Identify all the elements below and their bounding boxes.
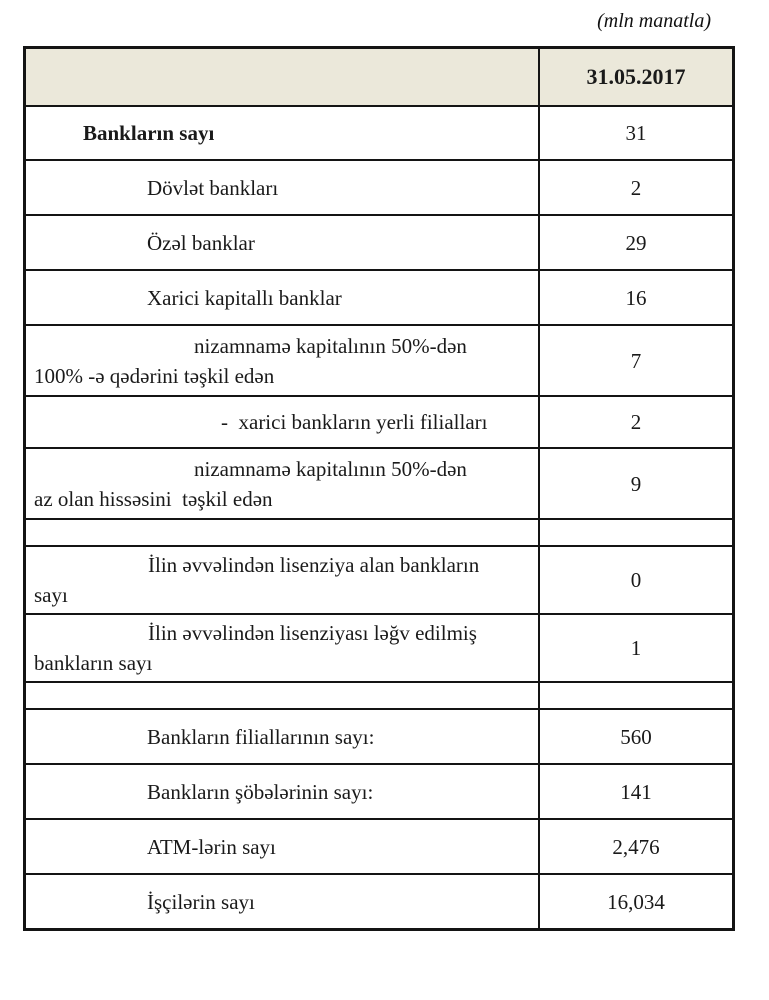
row-label-line: İlin əvvəlindən lisenziyası ləğv edilmiş <box>148 621 477 645</box>
table-row <box>26 395 732 447</box>
row-label <box>26 765 538 818</box>
row-value: 2 <box>538 161 732 214</box>
row-value <box>538 683 732 708</box>
row-value: 29 <box>538 216 732 269</box>
row-value <box>538 520 732 545</box>
row-value: 31 <box>538 107 732 159</box>
row-label-line: - xarici bankların yerli filialları <box>221 410 488 434</box>
table-row <box>26 818 732 873</box>
table-row <box>26 518 732 545</box>
row-label-line: ATM-lərin sayı <box>147 834 276 859</box>
row-label-line: nizamnamə kapitalının 50%-dən <box>194 333 467 358</box>
row-value: 0 <box>538 547 732 613</box>
table-row <box>26 159 732 214</box>
header-empty-cell <box>26 49 538 105</box>
table-row <box>26 324 732 395</box>
row-label-line: Bankların sayı <box>83 121 215 145</box>
row-label <box>26 216 538 269</box>
table-row <box>26 681 732 708</box>
row-label-line: sayı <box>34 583 68 607</box>
table-row <box>26 708 732 763</box>
row-value: 16,034 <box>538 875 732 928</box>
table-row <box>26 105 732 159</box>
row-label <box>26 449 538 518</box>
row-label-line: Dövlət bankları <box>147 175 279 200</box>
row-label <box>26 615 538 681</box>
row-label <box>26 820 538 873</box>
header-date-cell: 31.05.2017 <box>538 49 732 105</box>
row-label-line: İlin əvvəlindən lisenziya alan bankların <box>148 553 480 577</box>
row-label-line: Bankların filiallarının sayı: <box>147 724 375 749</box>
table-row <box>26 613 732 681</box>
units-note: (mln manatla) <box>597 10 711 32</box>
row-value: 141 <box>538 765 732 818</box>
table-row <box>26 763 732 818</box>
row-label <box>26 161 538 214</box>
row-value: 560 <box>538 710 732 763</box>
row-label <box>26 520 538 545</box>
row-label-line: İşçilərin sayı <box>147 889 255 914</box>
row-label-line: bankların sayı <box>34 651 153 675</box>
row-value: 2 <box>538 397 732 447</box>
table-row <box>26 214 732 269</box>
table-row <box>26 873 732 928</box>
row-value: 1 <box>538 615 732 681</box>
row-label-line: 100% -ə qədərini təşkil edən <box>34 363 275 388</box>
bank-statistics-table <box>23 46 735 931</box>
row-label-line: Xarici kapitallı banklar <box>147 285 342 310</box>
row-label <box>26 683 538 708</box>
row-label <box>26 326 538 395</box>
row-label <box>26 547 538 613</box>
row-value: 7 <box>538 326 732 395</box>
row-label-line: Özəl banklar <box>147 230 255 255</box>
table-row <box>26 269 732 324</box>
row-label <box>26 271 538 324</box>
row-value: 9 <box>538 449 732 518</box>
table-header-row <box>26 49 732 105</box>
row-label-line: az olan hissəsini təşkil edən <box>34 486 273 511</box>
row-label-line: nizamnamə kapitalının 50%-dən <box>194 456 467 481</box>
row-value: 2,476 <box>538 820 732 873</box>
row-label <box>26 397 538 447</box>
row-label <box>26 710 538 763</box>
row-value: 16 <box>538 271 732 324</box>
table-row <box>26 545 732 613</box>
table-row <box>26 447 732 518</box>
row-label <box>26 107 538 159</box>
row-label-line: Bankların şöbələrinin sayı: <box>147 779 374 804</box>
row-label <box>26 875 538 928</box>
